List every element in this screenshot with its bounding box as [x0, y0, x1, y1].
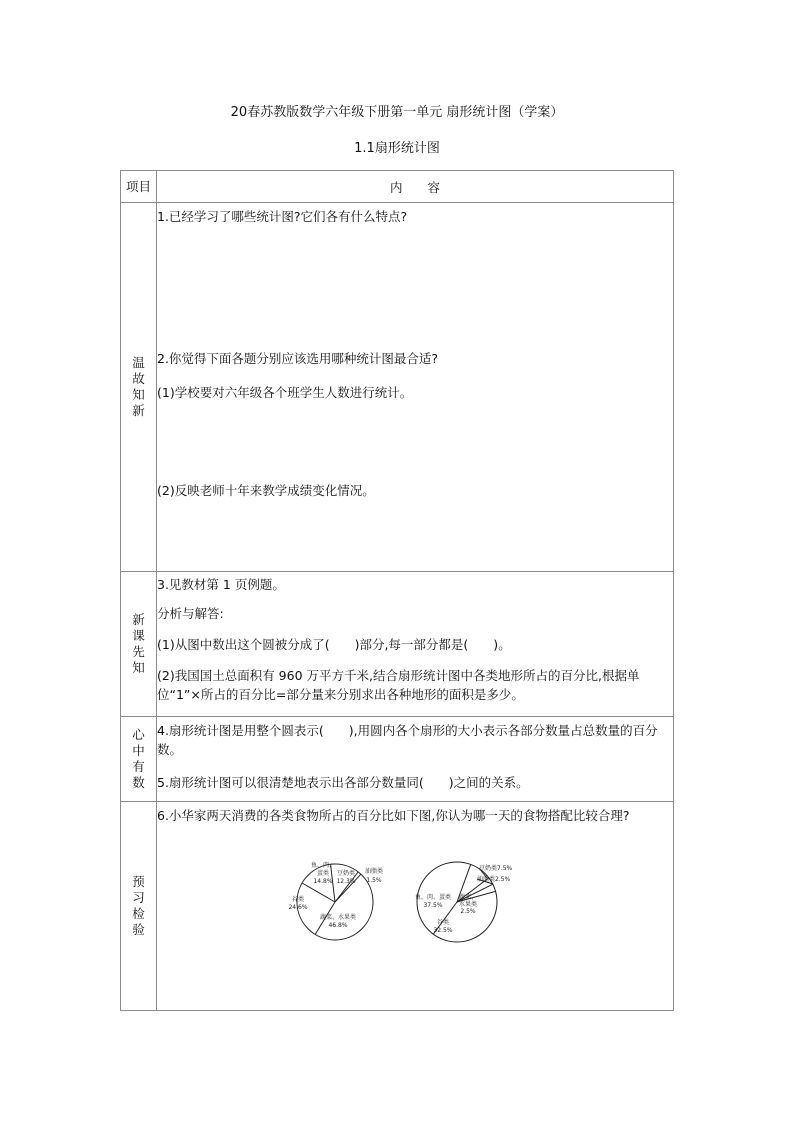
pie2-label-meat: 鱼、肉、蛋类 — [414, 894, 452, 901]
pie1-label-oil: 油脂类 — [364, 868, 384, 875]
section-preview-content — [157, 802, 674, 1011]
header-content-cell — [157, 171, 674, 203]
question-6: 6.小华家两天消费的各类食物所占的百分比如下图,你认为哪一天的食物搭配比较合理? — [157, 808, 630, 823]
section-label-summary: 心中有数 — [132, 727, 145, 790]
question-3: 3.见教材第 1 页例题。 — [157, 577, 285, 592]
analysis-heading: 分析与解答: — [157, 606, 224, 621]
pie2-value-grain: 32.5% — [433, 927, 453, 934]
pie2-label-veg-line2: 水果类 — [458, 901, 478, 908]
section-label-preview: 预习检验 — [132, 874, 145, 937]
pie2-label-soy: 豆奶类7.5% — [479, 865, 513, 872]
section-label-new-cell — [121, 572, 157, 717]
document-subtitle: 1.1扇形统计图 — [354, 141, 440, 156]
pie2-label-veg-line1: 蔬菜、 — [458, 894, 478, 901]
pie1-label-meat-line2: 蛋类 — [316, 870, 330, 877]
pie2-label-oil: 油脂类2.5% — [477, 876, 511, 883]
pie1-label-soy: 豆奶类 — [336, 870, 356, 877]
section-label-summary-cell — [121, 717, 157, 802]
pie-charts — [283, 856, 663, 966]
question-2-part-1: (1)学校要对六年级各个班学生人数进行统计。 — [157, 385, 413, 400]
section-label-review: 温故知新 — [132, 355, 145, 418]
question-5: 5.扇形统计图可以很清楚地表示出各部分数量同( )之间的关系。 — [157, 775, 529, 790]
section-review-content — [157, 203, 674, 572]
section-new-lesson-content — [157, 572, 674, 717]
question-2-part-2: (2)反映老师十年来教学成绩变化情况。 — [157, 483, 375, 498]
document-title: 20春苏教版数学六年级下册第一单元 扇形统计图（学案） — [230, 105, 564, 120]
pie1-value-oil: 1.5% — [366, 877, 382, 884]
header-project-cell — [121, 171, 157, 203]
question-1: 1.已经学习了哪些统计图?它们各有什么特点? — [157, 209, 408, 224]
pie1-label-veg: 蔬菜、水果类 — [319, 914, 357, 921]
analysis-part-2: (2)我国国土总面积有 960 万平方千米,结合扇形统计图中各类地形所占的百分比,根据单位“1”×所占的百分比=部分量来分别求出各种地形的面积是多少。 — [157, 668, 640, 702]
column-header-content: 内 容 — [389, 179, 440, 195]
pie2-label-grain: 谷类 — [436, 919, 450, 926]
pie1-value-veg: 46.8% — [328, 922, 348, 929]
pie1-value-soy: 12.3% — [336, 878, 356, 885]
pie1-label-grain: 谷类 — [291, 896, 305, 903]
question-2: 2.你觉得下面各题分别应该选用哪种统计图最合适? — [157, 351, 439, 366]
pie1-label-meat-line1: 鱼、肉、 — [310, 862, 336, 869]
pie2-value-veg: 2.5% — [460, 908, 476, 915]
pie1-value-grain: 24.6% — [288, 904, 308, 911]
section-label-review-cell — [121, 203, 157, 572]
pie2-value-meat: 37.5% — [423, 902, 443, 909]
pie1-slice-divider-0 — [302, 883, 335, 902]
section-summary-content — [157, 717, 674, 802]
question-4: 4.扇形统计图是用整个圆表示( ),用圆内各个扇形的大小表示各部分数量占总数量的百分数。 — [157, 723, 658, 757]
column-header-project: 项目 — [125, 178, 151, 194]
section-label-preview-cell — [121, 802, 157, 1011]
section-label-new-lesson: 新课先知 — [132, 612, 145, 675]
analysis-part-1: (1)从图中数出这个圆被分成了( )部分,每一部分都是( )。 — [157, 637, 511, 652]
worksheet-table — [120, 170, 674, 1011]
pie1-value-meat: 14.8% — [313, 878, 333, 885]
